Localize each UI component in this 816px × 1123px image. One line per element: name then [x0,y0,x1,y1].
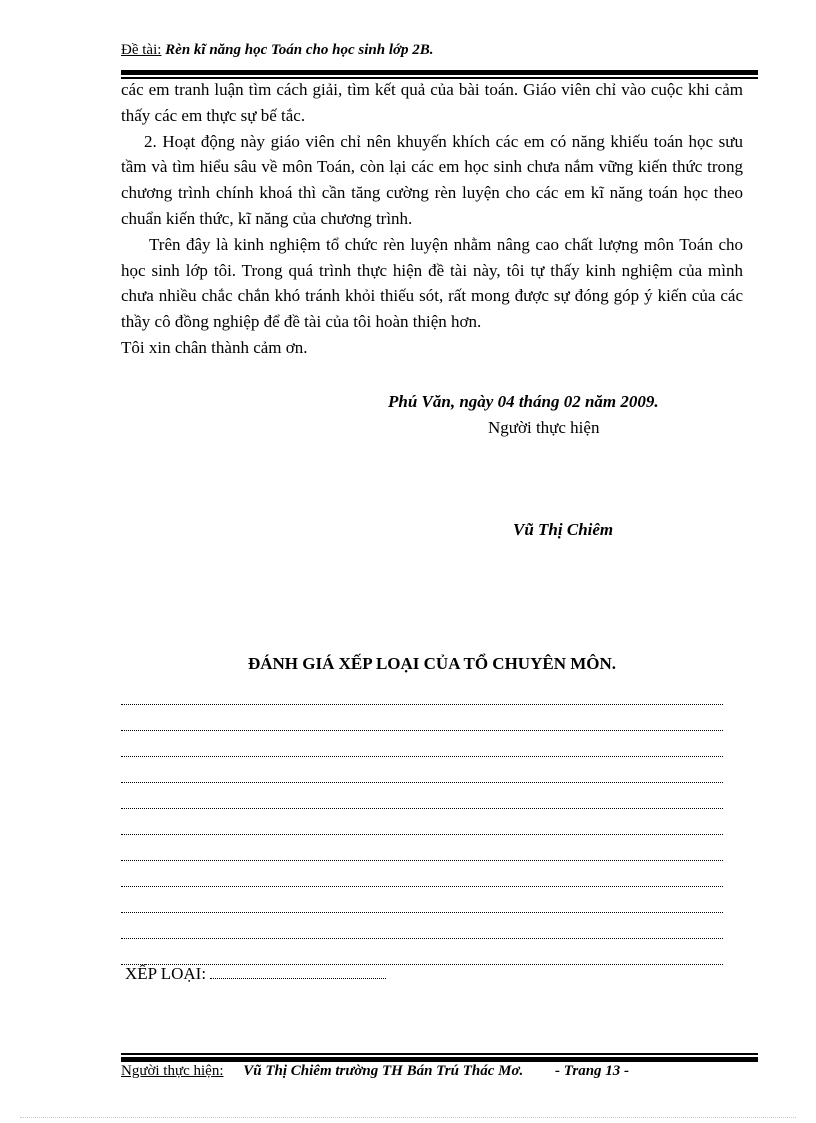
page-footer [121,1063,629,1080]
dotted-line[interactable] [121,787,723,813]
grade-label: XẾP LOẠI: [125,964,207,983]
evaluation-lines [121,683,723,969]
dotted-line[interactable] [121,891,723,917]
signer-role: Người thực hiện [488,418,600,437]
header-label: Đề tài: [121,42,162,58]
page-number: - Trang 13 - [555,1063,630,1079]
dotted-line[interactable] [121,735,723,761]
header-title: Rèn kĩ năng học Toán cho học sinh lớp 2B. [165,42,434,58]
dotted-line[interactable] [121,813,723,839]
dotted-line[interactable] [121,709,723,735]
dotted-line[interactable] [121,761,723,787]
paragraph-conclusion: Trên đây là kinh nghiệm tổ chức rèn luyện nhằm nâng cao chất lượng môn Toán cho học sinh lớp tôi. Trong quá trình thực hiện đề tài này, tôi tự thấy kinh nghiệm của mình chưa nhiều chắc chắn khó tránh khỏi thiếu sót, rất mong được sự đóng góp ý kiến của các thầy cô đồng nghiệp để đề tài của tôi hoàn thiện hơn. [121,234,743,332]
evaluation-title: ĐÁNH GIÁ XẾP LOẠI CỦA TỔ CHUYÊN MÔN. [247,654,617,673]
page-header [121,42,434,59]
place-date: Phú Văn, ngày 04 tháng 02 năm 2009. [388,392,659,411]
footer-label: Người thực hiện: [121,1063,224,1079]
footer-author: Vũ Thị Chiêm trường TH Bán Trú Thác Mơ. [243,1063,524,1079]
dotted-line[interactable] [121,865,723,891]
dotted-line[interactable] [121,839,723,865]
thanks-line: Tôi xin chân thành cảm ơn. [121,337,308,357]
dotted-line[interactable] [121,917,723,943]
footer-double-rule [121,1053,758,1062]
page-edge-line [20,1117,796,1118]
paragraph-activity-2: 2. Hoạt động này giáo viên chỉ nên khuyến khích các em có năng khiếu toán học sưu tầm và tìm hiểu sâu về môn Toán, còn lại các em học sinh chưa nắm vững kiến thức trong chương trình chính khoá thì cần tăng cường rèn luyện cho các em kĩ năng toán học theo chuẩn kiến thức, kĩ năng của chương trình. [121,131,743,228]
grade-row [125,964,386,984]
paragraph-continuation: các em tranh luận tìm cách giải, tìm kết quả của bài toán. Giáo viên chỉ vào cuộc khi cảm thấy các em thực sự bế tắc. [121,80,743,125]
document-body [121,77,743,361]
signer-name: Vũ Thị Chiêm [513,520,614,539]
dotted-line[interactable] [121,683,723,709]
grade-field[interactable] [210,978,386,979]
